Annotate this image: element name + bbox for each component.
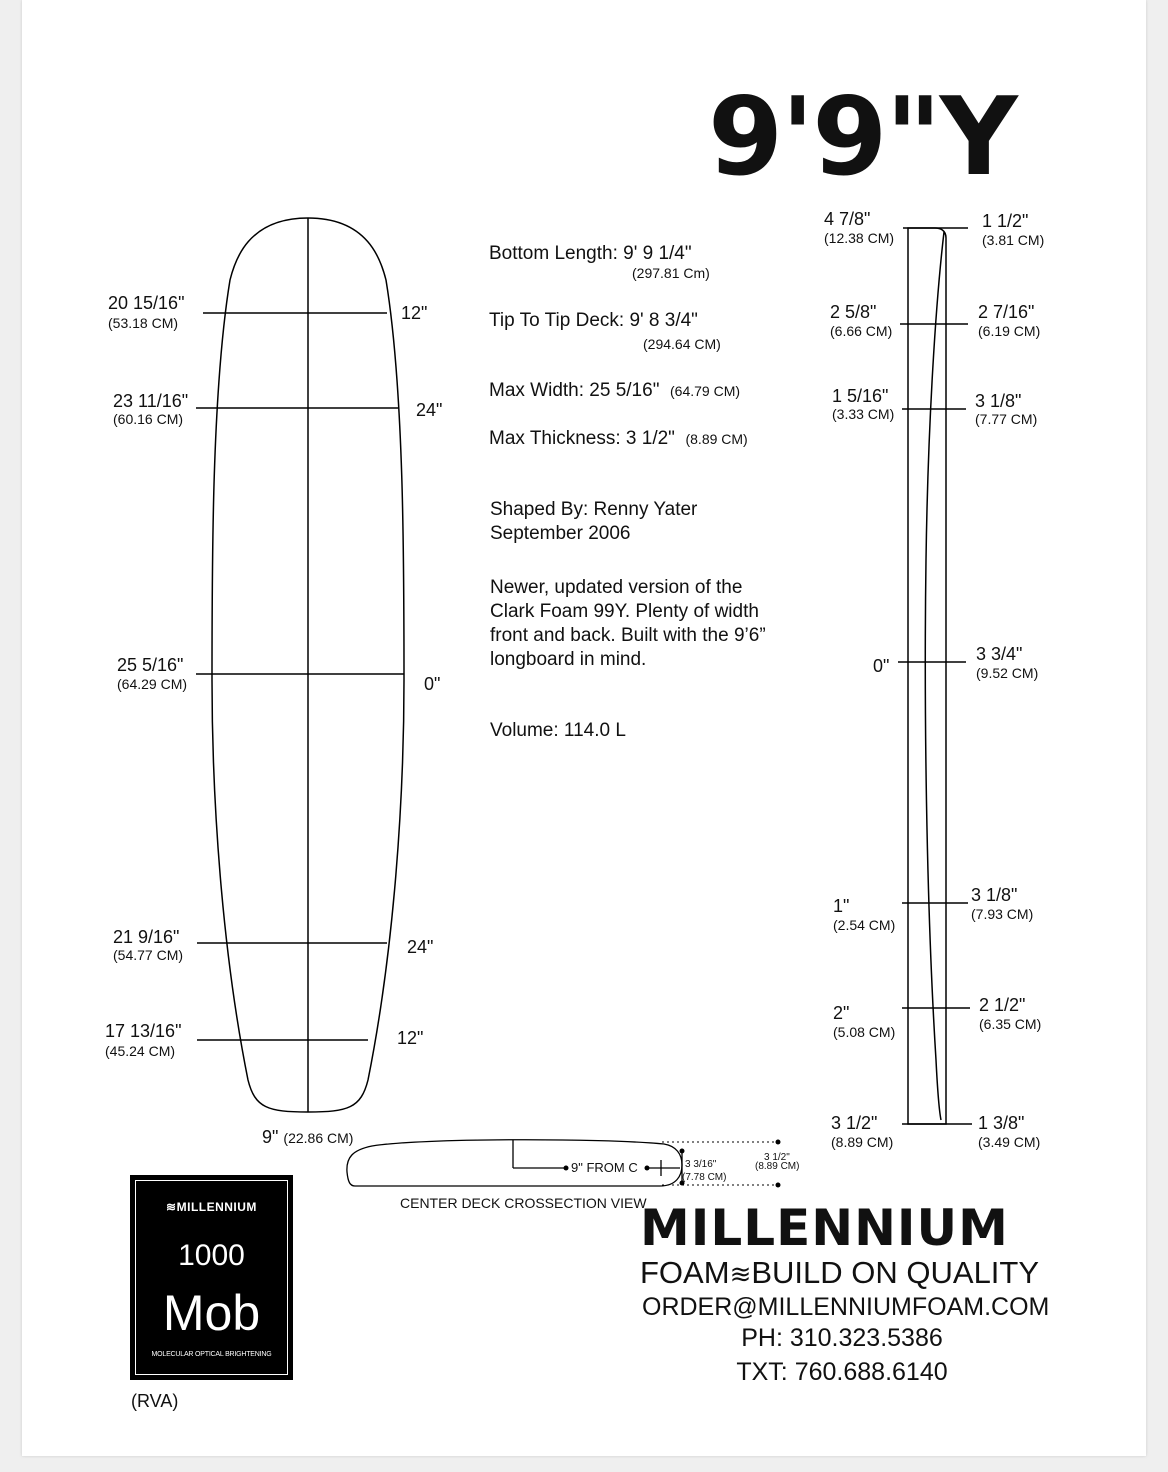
- logo-name: Mob: [162, 1285, 261, 1341]
- max-thickness: Max Thickness: 3 1/2" (8.89 CM): [489, 428, 748, 449]
- rocker-right-value: 3 3/4": [976, 644, 1023, 664]
- wave-icon: ≋: [729, 1259, 752, 1289]
- rocker-left-cm: (5.08 CM): [833, 1024, 896, 1040]
- rocker-right-cm: (3.49 CM): [978, 1134, 1041, 1150]
- rocker-right-cm: (7.93 CM): [971, 906, 1034, 922]
- tail-width: 9" (22.86 CM): [262, 1127, 354, 1147]
- wave-icon: ≋: [166, 1200, 177, 1214]
- station-label: 24": [407, 937, 434, 957]
- rocker-left-cm: (12.38 CM): [824, 230, 895, 246]
- rocker-left-cm: (3.33 CM): [832, 406, 895, 422]
- width-cm: (64.29 CM): [117, 676, 188, 692]
- description-line: Clark Foam 99Y. Plenty of width: [490, 601, 759, 622]
- rail-thickness-cm: (7.78 CM): [682, 1172, 727, 1183]
- logo-brand: ≋MILLENNIUM: [166, 1200, 257, 1214]
- shaped-by: Shaped By: Renny Yater: [490, 499, 698, 520]
- station-label: 0": [424, 674, 441, 694]
- width-cm: (53.18 CM): [108, 315, 179, 331]
- bottom-length-cm: (297.81 Cm): [632, 265, 710, 281]
- footer-email[interactable]: ORDER@MILLENNIUMFOAM.COM: [642, 1293, 1050, 1321]
- rocker-right-value: 3 1/8": [971, 885, 1018, 905]
- planshape-outline: [196, 218, 404, 1112]
- rocker-left-value: 3 1/2": [831, 1113, 878, 1133]
- rocker-right-value: 2 1/2": [979, 995, 1026, 1015]
- center-thickness: 3 1/2": [764, 1152, 790, 1163]
- rocker-right-cm: (6.35 CM): [979, 1016, 1042, 1032]
- logo-border: [135, 1180, 288, 1375]
- station-label: 12": [397, 1028, 424, 1048]
- width-value: 23 11/16": [113, 391, 189, 411]
- rocker-left-cm: (8.89 CM): [831, 1134, 894, 1150]
- tip-to-tip: Tip To Tip Deck: 9' 8 3/4": [489, 310, 698, 331]
- rocker-right-value: 1 1/2": [982, 211, 1029, 231]
- rail-thickness: 3 3/16": [685, 1159, 717, 1170]
- rocker-left-cm: (6.66 CM): [830, 323, 893, 339]
- station-label: 24": [416, 400, 443, 420]
- rocker-right-cm: (3.81 CM): [982, 232, 1045, 248]
- rocker-right-value: 1 3/8": [978, 1113, 1025, 1133]
- tip-to-tip-cm: (294.64 CM): [643, 336, 721, 352]
- shape-date: September 2006: [490, 523, 631, 544]
- rocker-left-value: 1": [833, 896, 850, 916]
- crossection-caption: CENTER DECK CROSSECTION VIEW: [400, 1195, 647, 1211]
- logo-number: 1000: [178, 1239, 245, 1272]
- width-value: 17 13/16": [105, 1021, 182, 1041]
- volume: Volume: 114.0 L: [490, 720, 626, 741]
- rocker-right-cm: (7.77 CM): [975, 411, 1038, 427]
- bottom-length: Bottom Length: 9' 9 1/4": [489, 243, 692, 264]
- width-cm: (45.24 CM): [105, 1043, 176, 1059]
- rocker-left-value: 0": [873, 656, 890, 676]
- center-thickness-cm: (8.89 CM): [755, 1161, 800, 1172]
- shaper-info: [490, 498, 697, 546]
- footer-slogan-line: FOAM≋BUILD ON QUALITY: [640, 1255, 1040, 1290]
- rocker-right-cm: (9.52 CM): [976, 665, 1039, 681]
- width-value: 25 5/16": [117, 655, 184, 675]
- rocker-right-value: 3 1/8": [975, 391, 1022, 411]
- footer-brand: MILLENNIUM: [640, 1199, 1009, 1257]
- from-center-label: 9" FROM C: [571, 1160, 638, 1175]
- description-line: longboard in mind.: [490, 649, 647, 670]
- rocker-right-value: 2 7/16": [978, 302, 1035, 322]
- rocker-left-value: 2 5/8": [830, 302, 877, 322]
- footer-phone: PH: 310.323.5386: [741, 1324, 943, 1352]
- width-cm: (54.77 CM): [113, 947, 184, 963]
- logo-code: (RVA): [131, 1391, 179, 1411]
- station-label: 12": [401, 303, 428, 323]
- rocker-left-cm: (2.54 CM): [833, 917, 896, 933]
- mob-logo: [130, 1175, 293, 1380]
- width-value: 20 15/16": [108, 293, 185, 313]
- rocker-left-value: 1 5/16": [832, 386, 889, 406]
- description: [490, 576, 766, 672]
- width-cm: (60.16 CM): [113, 411, 184, 427]
- rocker-profile: [898, 228, 972, 1124]
- rocker-left-value: 4 7/8": [824, 209, 871, 229]
- max-width: Max Width: 25 5/16" (64.79 CM): [489, 380, 741, 401]
- description-line: front and back. Built with the 9’6”: [490, 625, 766, 646]
- rocker-right-cm: (6.19 CM): [978, 323, 1041, 339]
- model-title: 9'9"Y: [708, 75, 1016, 200]
- footer-text-number: TXT: 760.688.6140: [736, 1358, 948, 1386]
- logo-tagline: MOLECULAR OPTICAL BRIGHTENING: [151, 1351, 272, 1358]
- description-line: Newer, updated version of the: [490, 577, 743, 598]
- width-value: 21 9/16": [113, 927, 180, 947]
- rocker-left-value: 2": [833, 1003, 850, 1023]
